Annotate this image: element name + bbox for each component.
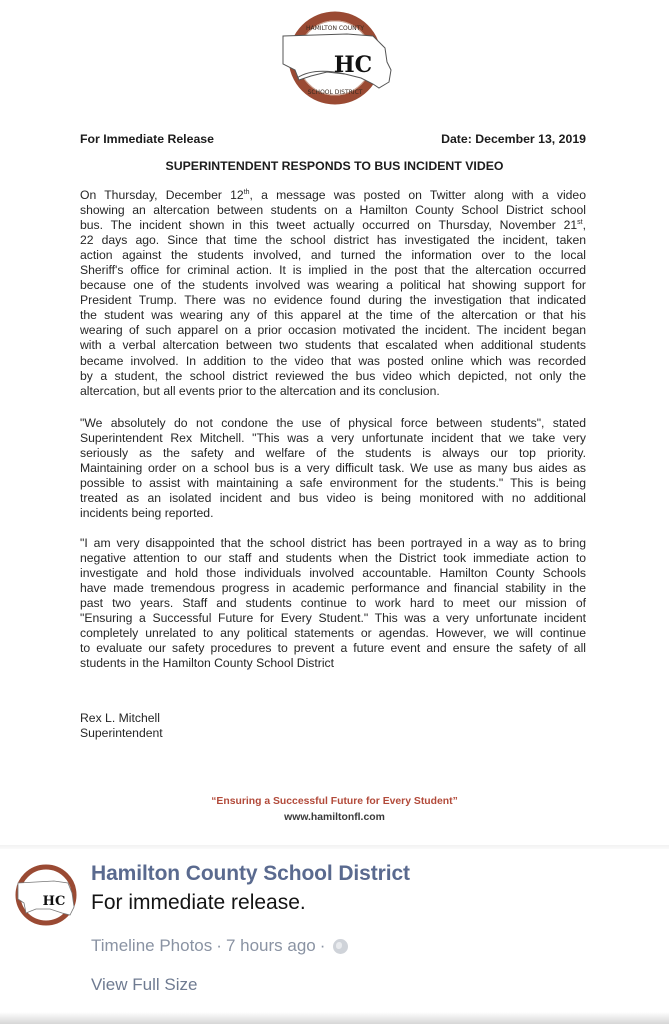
line-text: bus. The incident shown in this tweet actually occurred on Thursday, November 21 (80, 218, 578, 233)
release-label: For Immediate Release (80, 132, 214, 146)
paragraph-line: past two years. Staff and students continue to work hard to meet our mission of (80, 596, 586, 611)
line-text: with a verbal altercation between two students that escalated when additional students (80, 338, 586, 353)
paragraph-line: possible to assist with maintaining a safe environment for the students." This is being (80, 476, 586, 491)
release-date: Date: December 13, 2019 (441, 132, 586, 146)
paragraph-line: "We absolutely do not condone the use of physical force between students", stated (80, 416, 586, 430)
page-name-link[interactable]: Hamilton County School District (91, 862, 410, 885)
paragraph-line: "Ensuring a Successful Future for Every Student." This was a very unfortunate incident (80, 611, 586, 626)
school-district-logo (275, 8, 405, 108)
paragraph-line (80, 354, 586, 369)
paragraph-line (80, 248, 586, 263)
line-text: because one of the students involved was wearing a political hat showing support for (80, 278, 586, 293)
document-title: SUPERINTENDENT RESPONDS TO BUS INCIDENT VIDEO (165, 159, 504, 173)
district-website: www.hamiltonfl.com (284, 812, 385, 823)
meta-separator: · (216, 936, 222, 955)
paragraph-line: incidents being reported. (80, 506, 214, 521)
bottom-shadow (0, 1012, 669, 1024)
paragraph-line (80, 293, 586, 308)
signature-block (80, 711, 163, 741)
timestamp-link[interactable]: 7 hours ago (225, 936, 316, 955)
view-full-size-link[interactable]: View Full Size (91, 975, 198, 994)
line-text: altercation, but all events prior to the altercation and its conclusion. (80, 383, 440, 398)
logo-bottom-text: SCHOOL DISTRICT (307, 89, 363, 96)
logo-top-text: HAMILTON COUNTY (306, 25, 364, 32)
paragraph-superintendent-quote (80, 416, 586, 521)
line-text: , a message was posted on Twitter along with a video (249, 188, 586, 202)
paragraph-line: completely unrelated to any political statements or agendas. However, we will continue (80, 626, 586, 641)
signature-name: Rex L. Mitchell (80, 711, 160, 725)
meta-separator: · (319, 936, 326, 955)
ordinal-suffix: th (243, 189, 250, 196)
line-text: , (582, 218, 586, 233)
album-link[interactable]: Timeline Photos (91, 936, 213, 955)
paragraph-line: investigate and hold those individuals involved accountable. Hamilton County Schools (80, 566, 586, 581)
line-text: President Trump. There was no evidence found during the investigation that indicated (80, 293, 586, 308)
paragraph-line (80, 218, 586, 233)
paragraph-line (80, 203, 586, 218)
paragraph-line: negative attention to our staff and students when the District took immediate action to (80, 551, 586, 566)
line-text: the student was wearing any of this apparel at the time of the altercation or that his (80, 308, 586, 323)
line-text: became involved. In addition to the video that was posted online which was recorded (80, 353, 586, 368)
paragraph-line: "I am very disappointed that the school district has been portrayed in a way as to bring (80, 536, 586, 550)
paragraph-line (80, 323, 586, 338)
district-motto: “Ensuring a Successful Future for Every Student” (211, 796, 458, 807)
paragraph-line (80, 308, 586, 323)
paragraph-line: treated as an isolated incident and bus video is being monitored with no additional (80, 491, 586, 506)
line-text: showing an altercation between students on a Hamilton County School District school (80, 203, 586, 218)
line-text: Sheriff's office for criminal action. It is implied in the post that the altercation occurred (80, 263, 586, 278)
line-text: wearing of such apparel on a prior occasion motivated the incident. The incident began (80, 323, 586, 338)
line-text: On Thursday, December 12 (80, 188, 244, 202)
logo-monogram: HC (333, 52, 373, 78)
line-text: 22 days ago. Since that time the school district has investigated the incident, taken (80, 233, 586, 248)
paragraph-line (80, 278, 586, 293)
post-meta (91, 936, 348, 956)
paragraph-line (80, 369, 586, 384)
signature-title: Superintendent (80, 726, 163, 740)
page-avatar[interactable] (14, 863, 78, 927)
paragraph-line (80, 338, 586, 353)
line-text: action against the students involved, and turned the information over to the local (80, 248, 586, 263)
ordinal-suffix: st (577, 219, 583, 227)
paragraph-line: students in the Hamilton County School District (80, 656, 335, 671)
post-caption (0, 849, 669, 1024)
paragraph-line: Maintaining order on a school bus is a very difficult task. We use as many bus aides as (80, 461, 586, 476)
post-message: For immediate release. (91, 891, 306, 914)
paragraph-incident-summary (80, 188, 586, 399)
globe-icon[interactable] (333, 939, 348, 954)
paragraph-line: seriously as the safety and welfare of the students is always our top priority. (80, 446, 586, 461)
line-text: by a student, the school district reviewed the bus video which depicted, not only the (80, 368, 586, 383)
paragraph-line: to evaluate our safety procedures to prevent a future event and ensure the safety of all (80, 641, 586, 656)
paragraph-line (80, 263, 586, 278)
paragraph-line (80, 233, 586, 248)
paragraph-disappointment-statement (80, 536, 586, 671)
paragraph-line: have made tremendous progress in academic performance and financial stability in the (80, 581, 586, 596)
paragraph-line (80, 384, 586, 399)
paragraph-line: Superintendent Rex Mitchell. "This was a very unfortunate incident that we take very (80, 431, 586, 446)
release-header (80, 132, 586, 146)
avatar-monogram: HC (42, 894, 66, 909)
paragraph-line (80, 188, 586, 203)
